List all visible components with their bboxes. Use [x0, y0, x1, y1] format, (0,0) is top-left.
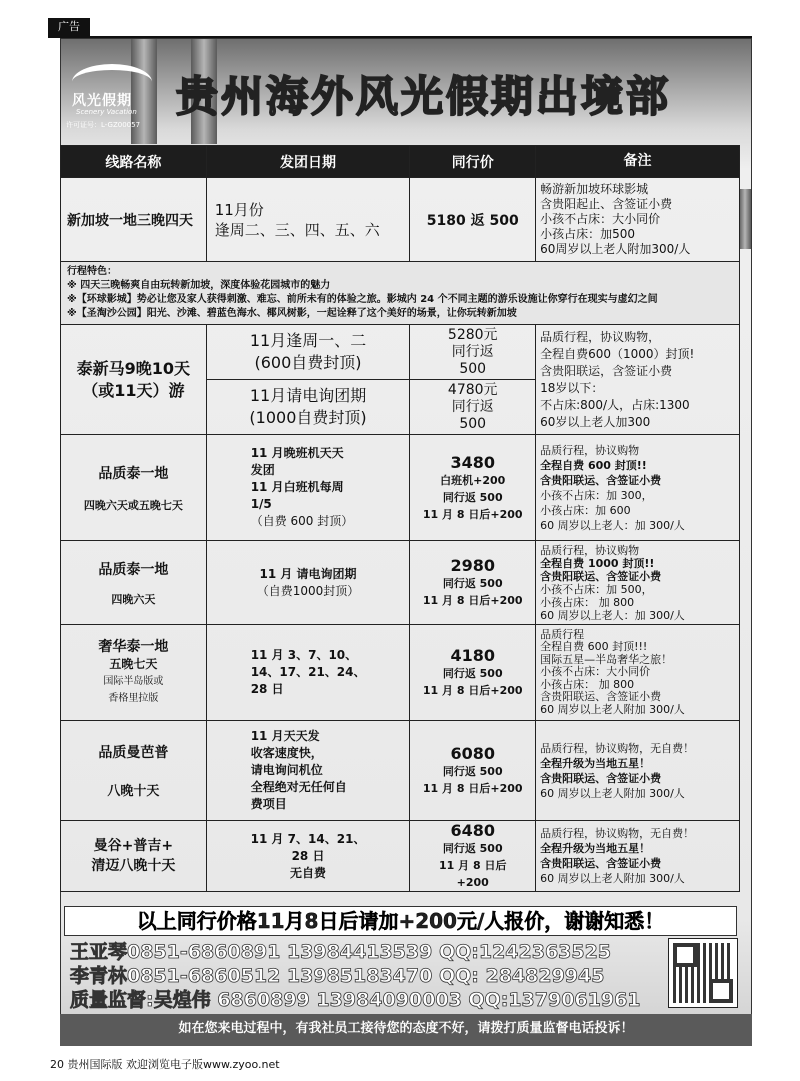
- feature-line: 行程特色：: [67, 266, 117, 277]
- note-line: 小孩占床： 加 800: [540, 595, 635, 609]
- date-line: 11 月天天发: [250, 729, 320, 743]
- note-line: 品质行程，协议购物，: [540, 329, 661, 344]
- note-line: 国际五星—半岛奢华之旅！: [540, 652, 673, 666]
- date-line: (1000自费封顶): [249, 408, 367, 427]
- remarks: [536, 821, 740, 892]
- departure-dates: [206, 380, 410, 435]
- company-logo: [66, 58, 166, 132]
- note-line: 全程自费 600 封顶!!!: [540, 640, 648, 654]
- note-line: 18岁以下：: [540, 380, 604, 395]
- departure-dates: [206, 625, 410, 721]
- note-line: 60 周岁以上老人附加 300/人: [540, 872, 685, 885]
- price-main: 3480: [450, 452, 495, 472]
- table-row: [61, 625, 740, 721]
- contact-line: 质量监督:吴煌伟 6860899 13984090003 QQ:1379061961: [70, 989, 641, 1011]
- note-line: 品质行程，协议购物: [540, 543, 640, 557]
- route-title: 品质泰一地: [98, 561, 169, 578]
- price: 5180 返 500: [410, 178, 536, 262]
- price-line: 同行返 500: [442, 765, 503, 778]
- table-row: [61, 541, 740, 625]
- price-line: 同行返: [451, 398, 494, 415]
- route-subtitle: 香格里拉版: [108, 692, 159, 704]
- contact-line: 李青林0851-6860512 13985183470 QQ: 284829945: [70, 965, 605, 987]
- note-line: 含贵阳联运、含签证小费: [540, 473, 662, 487]
- table-row: [61, 178, 740, 262]
- price-line: 同行返: [451, 343, 494, 360]
- page-footer: 20 贵州国际版 欢迎浏览电子版www.zyoo.net: [50, 1058, 280, 1071]
- note-line: 小孩占床： 加 800: [540, 677, 635, 691]
- date-line: （自费1000封顶）: [256, 583, 360, 598]
- contact-list: [70, 940, 641, 1012]
- note-line: 60 周岁以上老人附加 300/人: [540, 786, 685, 800]
- note-line: 品质行程，协议购物，无自费！: [540, 741, 695, 755]
- logo-text: 风光假期: [72, 93, 132, 109]
- departure-dates: [206, 325, 410, 380]
- date-line: 逢周二、三、四、五、六: [214, 220, 380, 239]
- table-row: [61, 821, 740, 892]
- qr-pattern: [673, 943, 733, 1003]
- price-line: 11 月 8 日后: [439, 859, 507, 872]
- note-line: 全程升级为当地五星！: [540, 842, 651, 855]
- note-line: 含贵阳起止、含签证小费: [540, 197, 673, 211]
- feature-line: ※【环球影城】势必让您及家人获得刺激、难忘、前所未有的体验之旅。影城内 24 个不同主题的游乐设施让你穿行在现实与虚幻之间: [67, 294, 658, 305]
- route-subtitle: 五晚七天: [109, 656, 158, 671]
- date-line: (600自费封顶): [254, 353, 362, 372]
- price-line: 白班机+200: [440, 473, 506, 487]
- price: [410, 435, 536, 541]
- col-header-route: 线路名称: [61, 146, 207, 178]
- date-line: 请电询问机位: [250, 763, 323, 777]
- note-line: 60岁以上老人加300: [540, 414, 651, 429]
- price: [410, 380, 536, 435]
- note-line: 60 周岁以上老人：加 300/人: [540, 518, 685, 532]
- date-line: 14、17、21、24、: [250, 665, 366, 679]
- route-name: [61, 325, 207, 435]
- route-name: [61, 821, 207, 892]
- price-line: 同行返 500: [442, 667, 503, 680]
- note-line: 不占床:800/人，占床:1300: [540, 397, 690, 412]
- remarks: [536, 721, 740, 821]
- remarks: [536, 541, 740, 625]
- date-line: （自费 600 封顶）: [250, 514, 354, 528]
- date-line: 11 月白班机每周: [250, 480, 344, 494]
- note-line: 全程自费 600 封顶!!: [540, 458, 647, 472]
- price: [410, 325, 536, 380]
- note-line: 含贵阳联运、含签证小费: [540, 857, 662, 870]
- note-line: 含贵阳联运、含签证小费: [540, 771, 662, 785]
- price: [410, 821, 536, 892]
- departure-dates: [206, 178, 410, 262]
- col-header-notes: 备注: [536, 146, 740, 178]
- tour-price-table: [60, 145, 740, 892]
- route-title: 品质曼芭普: [98, 745, 169, 761]
- price-main: 2980: [450, 556, 495, 575]
- price-main: 6480: [450, 821, 495, 840]
- note-line: 品质行程，协议购物: [540, 443, 640, 457]
- complaint-notice: 如在您来电过程中，有我社员工接待您的态度不好，请拨打质量监督电话投诉！: [60, 1014, 752, 1046]
- note-line: 含贵阳联运、含签证小费: [540, 690, 662, 704]
- note-line: 品质行程，协议购物，无自费！: [540, 827, 695, 840]
- date-line: 无自费: [290, 865, 327, 880]
- note-line: 小孩不占床：大小同价: [540, 665, 651, 679]
- page-title: 贵州海外风光假期出境部: [176, 72, 672, 121]
- col-header-dates: 发团日期: [206, 146, 410, 178]
- note-line: 全程自费 1000 封顶!!: [540, 556, 655, 570]
- route-title: 曼谷+普吉+: [93, 838, 174, 854]
- note-line: 小孩占床：加 600: [540, 503, 631, 517]
- route-subtitle: 八晚十天: [107, 784, 160, 799]
- col-header-price: 同行价: [410, 146, 536, 178]
- date-line: 28 日: [250, 682, 284, 696]
- departure-dates: [206, 721, 410, 821]
- date-line: 11 月 7、14、21、: [250, 831, 366, 846]
- note-line: 含贵阳联运，含签证小费: [540, 363, 673, 378]
- date-line: 11月份: [214, 200, 264, 219]
- remarks: [536, 325, 740, 435]
- price-line: 同行返 500: [442, 490, 503, 504]
- price: [410, 625, 536, 721]
- itinerary-features: [61, 262, 740, 325]
- price-line: +200: [456, 876, 489, 889]
- route-name: [61, 721, 207, 821]
- price-line: 500: [459, 360, 487, 377]
- route-name: [61, 435, 207, 541]
- price-line: 11 月 8 日后+200: [422, 594, 523, 607]
- table-row: [61, 721, 740, 821]
- price-main: 4180: [450, 646, 495, 665]
- date-line: 11 月 3、7、10、: [250, 648, 358, 662]
- price: [410, 721, 536, 821]
- note-line: 畅游新加坡环球影城: [540, 182, 649, 196]
- ad-tag: 广告: [48, 18, 90, 36]
- route-title: 品质泰一地: [98, 465, 169, 482]
- price-line: 11 月 8 日后+200: [422, 684, 523, 697]
- departure-dates: [206, 541, 410, 625]
- date-line: 11 月 请电询团期: [259, 566, 357, 581]
- price-line: 500: [459, 415, 487, 432]
- remarks: [536, 625, 740, 721]
- date-line: 28 日: [291, 848, 325, 863]
- note-line: 小孩不占床：加 300，: [540, 488, 653, 502]
- price-line: 同行返 500: [442, 577, 503, 590]
- date-line: 11月请电询团期: [249, 386, 367, 405]
- route-subtitle: 国际半岛版或: [103, 675, 164, 687]
- date-line: 11月逢周一、二: [249, 331, 367, 350]
- note-line: 全程升级为当地五星！: [540, 756, 651, 770]
- remarks: [536, 178, 740, 262]
- table-row: [61, 325, 740, 380]
- route-line: 泰新马9晚10天: [76, 358, 191, 378]
- feature-line: ※【圣淘沙公园】阳光、沙滩、碧蓝色海水、椰风树影，一起诠释了这个美好的场景，让你玩转新加坡: [67, 308, 517, 319]
- note-line: 小孩占床：加500: [540, 227, 636, 241]
- table-row: [61, 435, 740, 541]
- date-line: 费项目: [250, 797, 287, 811]
- price-line: 4780元: [447, 381, 498, 398]
- note-line: 60 周岁以上老人：加 300/人: [540, 608, 685, 622]
- price-line: 11 月 8 日后+200: [422, 507, 523, 521]
- route-subtitle: 四晚六天或五晚七天: [83, 498, 183, 512]
- route-name: 新加坡一地三晚四天: [61, 178, 207, 262]
- note-line: 含贵阳联运、含签证小费: [540, 569, 662, 583]
- route-subtitle: 四晚六天: [111, 592, 156, 606]
- skyline-tower: [739, 189, 751, 249]
- note-line: 60 周岁以上老人附加 300/人: [540, 702, 685, 716]
- route-line: （或11天）游: [82, 380, 185, 400]
- route-name: [61, 541, 207, 625]
- route-title: 奢华泰一地: [98, 638, 169, 655]
- logo-english: Scenery Vacation: [76, 108, 137, 116]
- departure-dates: [206, 821, 410, 892]
- date-line: 11 月晚班机天天: [250, 446, 344, 460]
- surcharge-banner: 以上同行价格11月8日后请加+200元/人报价，谢谢知悉！: [64, 906, 737, 936]
- route-name: [61, 625, 207, 721]
- price: [410, 541, 536, 625]
- note-line: 全程自费600（1000）封顶!: [540, 346, 695, 361]
- note-line: 品质行程: [540, 627, 585, 641]
- route-title: 清迈八晚十天: [91, 858, 176, 874]
- departure-dates: [206, 435, 410, 541]
- remarks: [536, 435, 740, 541]
- feature-row: [61, 262, 740, 325]
- note-line: 60周岁以上老人附加300/人: [540, 242, 691, 256]
- price-line: 5280元: [447, 326, 498, 343]
- note-line: 小孩不占床：加 500，: [540, 582, 653, 596]
- date-line: 发团: [250, 463, 275, 477]
- price-line: 11 月 8 日后+200: [422, 782, 523, 795]
- license-number: 许可证号：L-GZ00057: [66, 121, 141, 129]
- price-main: 6080: [450, 744, 495, 763]
- qr-code-icon[interactable]: [668, 938, 738, 1008]
- price-line: 同行返 500: [442, 842, 503, 855]
- contact-line: 王亚琴0851-6860891 13984413539 QQ:1242363525: [70, 941, 612, 963]
- date-line: 1/5: [250, 497, 272, 511]
- note-line: 小孩不占床：大小同价: [540, 212, 661, 226]
- feature-line: ※ 四天三晚畅爽自由玩转新加坡，深度体验花园城市的魅力: [67, 280, 331, 291]
- date-line: 全程绝对无任何自: [250, 780, 347, 794]
- date-line: 收客速度快，: [250, 746, 323, 760]
